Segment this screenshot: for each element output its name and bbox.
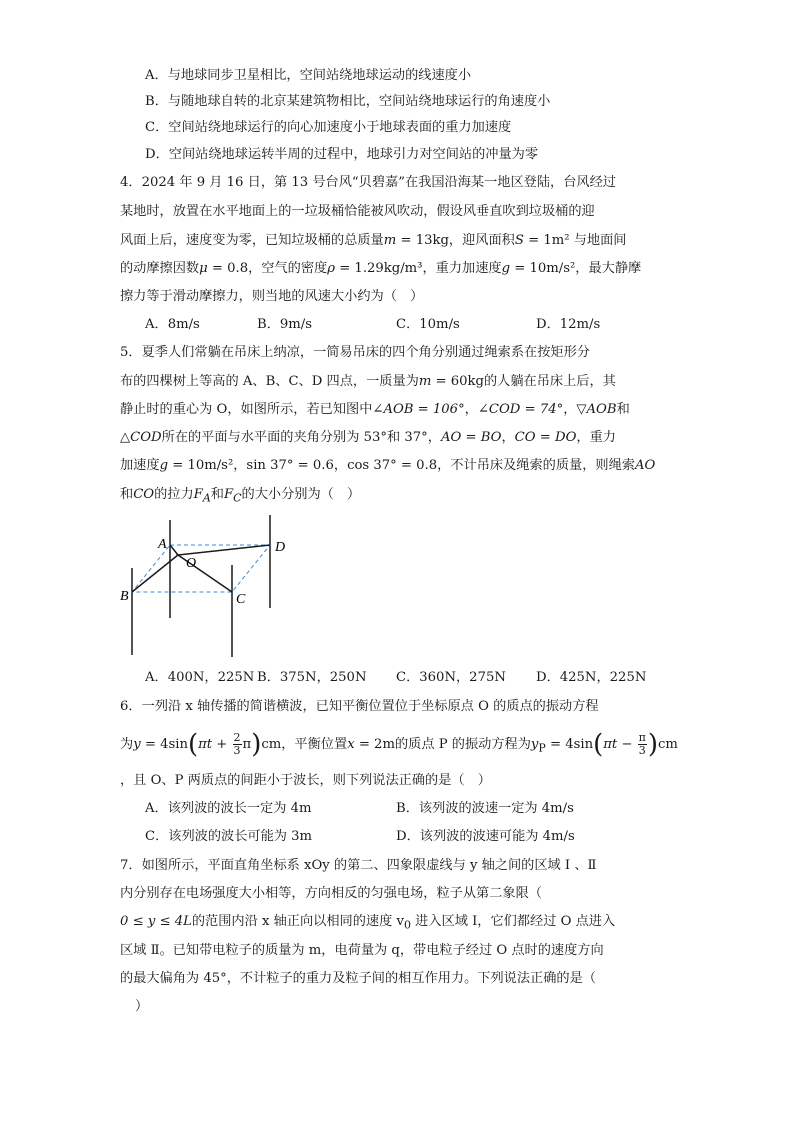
q4-line-5: 擦力等于滑动摩擦力，则当地的风速大小约为（ ） (120, 289, 424, 304)
q4-line-4: 的动摩擦因数μ = 0.8，空气的密度ρ = 1.29kg/m³，重力加速度g = 10m/s²，最大静摩 (120, 261, 642, 276)
q6-option-d: D．该列波的波速可能为 4m/s (396, 829, 575, 844)
label-o: O (186, 556, 197, 571)
q5-line-3: 静止时的重心为 O，如图所示，若已知图中∠AOB = 106°，∠COD = 74°，▽AOB和 (120, 402, 630, 417)
q4-option-b: B．9m/s (257, 317, 312, 332)
q6-option-a: A．该列波的波长一定为 4m (145, 801, 312, 816)
q6-equation-line: 为y = 4sin(πt + $\frac{2}{3}$ π)cm，平衡位置x = 2m的质点 P 的振动方程为$y_P = 4\sin(\pi t$ − $\frac{\pi}{3}$ )cm (120, 729, 678, 760)
q6-line-1: 6．一列沿 x 轴传播的简谐横波，已知平衡位置位于坐标原点 O 的质点的振动方程 (120, 699, 599, 714)
q5-line-6: 和CO的拉力$F_A$和$F_C$的大小分别为（ ） (120, 487, 361, 505)
label-b: B (120, 589, 129, 604)
q3-option-b: B．与随地球自转的北京某建筑物相比，空间站绕地球运行的角速度小 (145, 94, 551, 109)
q4-option-a: A．8m/s (145, 317, 200, 332)
q6-option-c: C．该列波的波长可能为 3m (145, 829, 313, 844)
label-d: D (275, 540, 286, 555)
q5-option-b: B．375N，250N (257, 670, 367, 685)
q4-option-d: D．12m/s (536, 317, 601, 332)
q5-line-5: 加速度g = 10m/s²，sin 37° = 0.6，cos 37° = 0.8，不计吊床及绳索的质量，则绳索AO (120, 458, 656, 473)
q3-option-c: C．空间站绕地球运行的向心加速度小于地球表面的重力加速度 (145, 120, 512, 135)
q7-line-2: 内分别存在电场强度大小相等，方向相反的匀强电场，粒子从第二象限（ (120, 886, 542, 901)
q4-line-2: 某地时，放置在水平地面上的一垃圾桶恰能被风吹动，假设风垂直吹到垃圾桶的迎 (120, 204, 595, 219)
q6-line-3: ，且 O、P 两质点的间距小于波长，则下列说法正确的是（ ） (120, 773, 491, 788)
q7-line-4: 区域 Ⅱ。已知带电粒子的质量为 m，电荷量为 q，带电粒子经过 O 点时的速度方向 (120, 943, 604, 958)
q4-option-c: C．10m/s (396, 317, 460, 332)
q4-line-1: 4．2024 年 9 月 16 日，第 13 号台风“贝碧嘉”在我国沿海某一地区登陆，台风经过 (120, 175, 616, 190)
q5-line-4: △COD所在的平面与水平面的夹角分别为 53°和 37°，AO = BO，CO = DO，重力 (120, 430, 616, 445)
q7-line-3: 0 ≤ y ≤ 4L的范围内沿 x 轴正向以相同的速度 $v_0$ 进入区域 Ⅰ，它们都经过 O 点进入 (120, 914, 616, 932)
hammock-figure (110, 510, 300, 665)
q5-option-a: A．400N，225N (145, 670, 255, 685)
q3-option-d: D．空间站绕地球运转半周的过程中，地球引力对空间站的冲量为零 (145, 147, 539, 162)
q7-line-6: ） (135, 999, 149, 1014)
q3-option-a: A．与地球同步卫星相比，空间站绕地球运动的线速度小 (145, 68, 472, 83)
q7-line-5: 的最大偏角为 45°，不计粒子的重力及粒子间的相互作用力。下列说法正确的是（ (120, 971, 596, 986)
q5-line-2: 布的四棵树上等高的 A、B、C、D 四点，一质量为m = 60kg的人躺在吊床上后，其 (120, 374, 616, 389)
label-c: C (236, 592, 246, 607)
label-a: A (158, 537, 167, 552)
q6-option-b: B．该列波的波速一定为 4m/s (396, 801, 574, 816)
q4-line-3: 风面上后，速度变为零，已知垃圾桶的总质量m = 13kg，迎风面积S = 1m² 与地面间 (120, 233, 627, 248)
q5-line-1: 5．夏季人们常躺在吊床上纳凉，一简易吊床的四个角分别通过绳索系在按矩形分 (120, 345, 590, 360)
q7-line-1: 7．如图所示，平面直角坐标系 xOy 的第二、四象限虚线与 y 轴之间的区域 Ⅰ 、Ⅱ (120, 858, 597, 873)
q5-option-c: C．360N，275N (396, 670, 506, 685)
q5-option-d: D．425N，225N (536, 670, 647, 685)
